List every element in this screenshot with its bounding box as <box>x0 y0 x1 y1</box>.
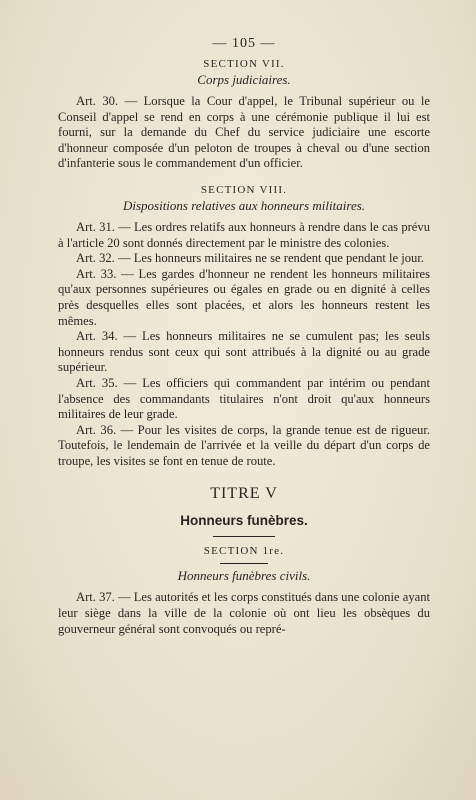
divider-rule <box>213 536 275 537</box>
section-vii-title: Corps judiciaires. <box>197 72 291 87</box>
titre-v-heading: TITRE V <box>210 485 278 503</box>
article-31: Art. 31. — Les ordres relatifs aux honneurs à rendre dans le cas prévu à l'article 20 sont donnés directement par le ministre des colonies. <box>58 219 430 250</box>
article-34: Art. 34. — Les honneurs militaires ne se cumulent pas; les seuls honneurs rendus sont ceux qui sont attribués à la dignité ou au grade supérieur. <box>58 329 430 375</box>
article-30: Art. 30. — Lorsque la Cour d'appel, le Tribunal supérieur ou le Conseil d'appel se rend en corps à une cérémonie publique il lui est fourni, sur la demande du Chef du service judiciaire une escorte d'honneur composée d'un peloton de troupes à cheval ou d'une section d'infanterie sous le commandement d'un officier. <box>58 94 430 171</box>
section-viii-title: Dispositions relatives aux honneurs militaires. <box>122 197 366 213</box>
short-divider-rule <box>220 563 268 564</box>
article-37: Art. 37. — Les autorités et les corps constitués dans une colonie ayant leur siège dans la ville de la colonie où ont lieu les obsèques du gouverneur général sont convoqués ou repré- <box>58 590 430 636</box>
section-viii-heading: SECTION VIII. <box>200 183 288 196</box>
article-33: Art. 33. — Les gardes d'honneur ne rendent les honneurs militaires qu'aux personnes supérieures ou égales en grade ou en dignité à celles près desquelles elles sont placées, et alors les honneurs restent les mêmes. <box>58 266 430 328</box>
page-number: — 105 — <box>212 36 276 51</box>
article-36: Art. 36. — Pour les visites de corps, la grande tenue est de rigueur. Toutefois, le lendemain de l'arrivée et la veille du départ d'un corps de troupe, les visites se font en tenue de route. <box>58 422 430 468</box>
section-vii-heading: SECTION VII. <box>203 58 285 70</box>
titre-v-title: Honneurs funèbres. <box>180 513 308 529</box>
section-1-title: Honneurs funèbres civils. <box>177 568 311 584</box>
article-35: Art. 35. — Les officiers qui commandent par intérim ou pendant l'absence des commandants titulaires n'ont droit qu'aux honneurs militaires de leur grade. <box>58 375 430 422</box>
article-32: Art. 32. — Les honneurs militaires ne se rendent que pendant le jour. <box>76 251 424 266</box>
section-1-heading: SECTION 1re. <box>203 545 285 558</box>
